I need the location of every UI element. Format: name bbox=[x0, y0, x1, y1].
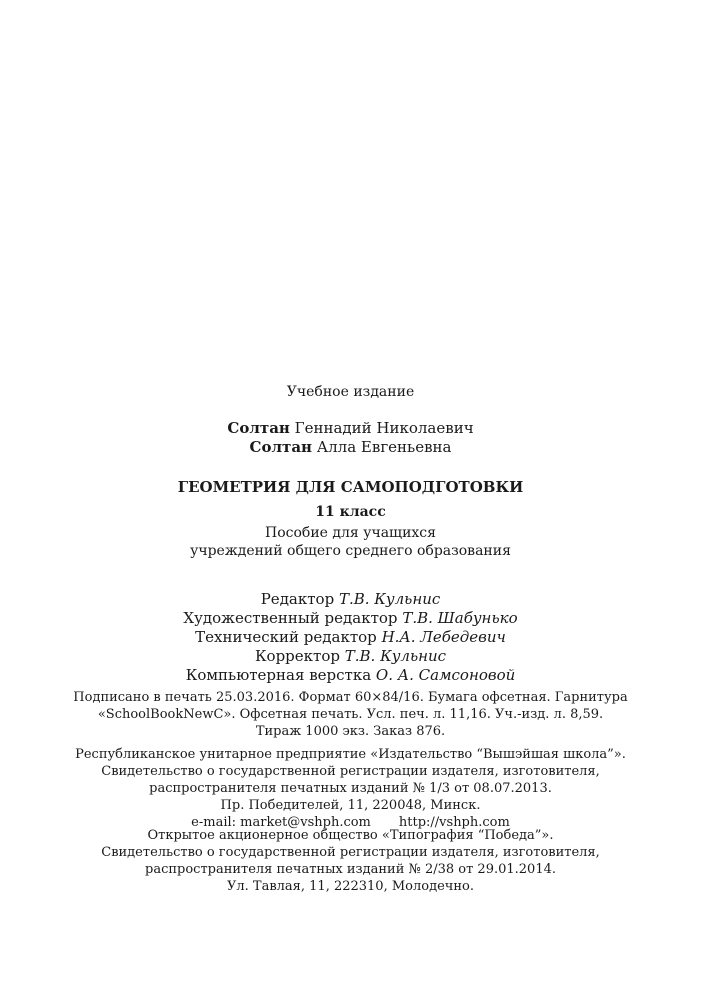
publisher-line: Свидетельство о государственной регистрации издателя, изготовителя, bbox=[101, 764, 600, 779]
author-surname: Солтан bbox=[249, 438, 313, 456]
publisher-email: e-mail: market@vshph.com bbox=[191, 815, 371, 830]
series-label-block bbox=[0, 383, 701, 401]
book-title: ГЕОМЕТРИЯ ДЛЯ САМОПОДГОТОВКИ bbox=[177, 478, 524, 496]
series-label: Учебное издание bbox=[286, 384, 415, 400]
credit-line bbox=[0, 628, 701, 647]
credit-line bbox=[0, 590, 701, 609]
credit-role: Художественный редактор bbox=[183, 609, 398, 627]
credit-name: О. А. Самсоновой bbox=[375, 666, 516, 684]
credits-block bbox=[0, 590, 701, 685]
publisher-line: Республиканское унитарное предприятие «Издательство “Вышэйшая школа”». bbox=[75, 747, 626, 762]
printer-line: распространителя печатных изданий № 2/38 от 29.01.2014. bbox=[145, 862, 556, 877]
grade-label: 11 класс bbox=[315, 504, 386, 520]
author-given-name: Алла Евгеньевна bbox=[316, 438, 452, 456]
printer-block bbox=[0, 827, 701, 895]
print-info-line: Подписано в печать 25.03.2016. Формат 60×84/16. Бумага офсетная. Гарнитура bbox=[73, 690, 628, 705]
author-line bbox=[0, 438, 701, 457]
publisher-line: распространителя печатных изданий № 1/3 от 08.07.2013. bbox=[149, 781, 552, 796]
printer-line: Ул. Тавлая, 11, 222310, Молодечно. bbox=[227, 879, 474, 894]
author-surname: Солтан bbox=[227, 419, 290, 437]
print-info-line: Тираж 1000 экз. Заказ 876. bbox=[255, 724, 446, 739]
credit-role: Корректор bbox=[254, 647, 340, 665]
publisher-line: Пр. Победителей, 11, 220048, Минск. bbox=[220, 798, 481, 813]
publisher-website: http://vshph.com bbox=[398, 815, 510, 830]
credit-role: Компьютерная верстка bbox=[185, 666, 372, 684]
author-line bbox=[0, 419, 701, 438]
author-given-name: Геннадий Николаевич bbox=[294, 419, 474, 437]
publisher-block bbox=[0, 746, 701, 831]
print-info-block bbox=[0, 689, 701, 740]
credit-name: Т.В. Шабунько bbox=[402, 609, 518, 627]
print-info-line: «SchoolBookNewC». Офсетная печать. Усл. печ. л. 11,16. Уч.-изд. л. 8,59. bbox=[97, 707, 604, 722]
title-block bbox=[0, 477, 701, 521]
purpose-block bbox=[0, 524, 701, 560]
credit-line bbox=[0, 666, 701, 685]
credit-line bbox=[0, 647, 701, 666]
credit-role: Редактор bbox=[260, 590, 335, 608]
printer-line: Свидетельство о государственной регистрации издателя, изготовителя, bbox=[101, 845, 600, 860]
purpose-line: Пособие для учащихся bbox=[265, 525, 436, 541]
credit-name: Т.В. Кульнис bbox=[344, 647, 447, 665]
credit-role: Технический редактор bbox=[195, 628, 377, 646]
printer-line: Открытое акционерное общество «Типография “Победа”». bbox=[147, 828, 554, 843]
authors-block bbox=[0, 419, 701, 457]
credit-line bbox=[0, 609, 701, 628]
purpose-line: учреждений общего среднего образования bbox=[190, 543, 511, 559]
credit-name: Н.А. Лебедевич bbox=[381, 628, 506, 646]
credit-name: Т.В. Кульнис bbox=[338, 590, 441, 608]
